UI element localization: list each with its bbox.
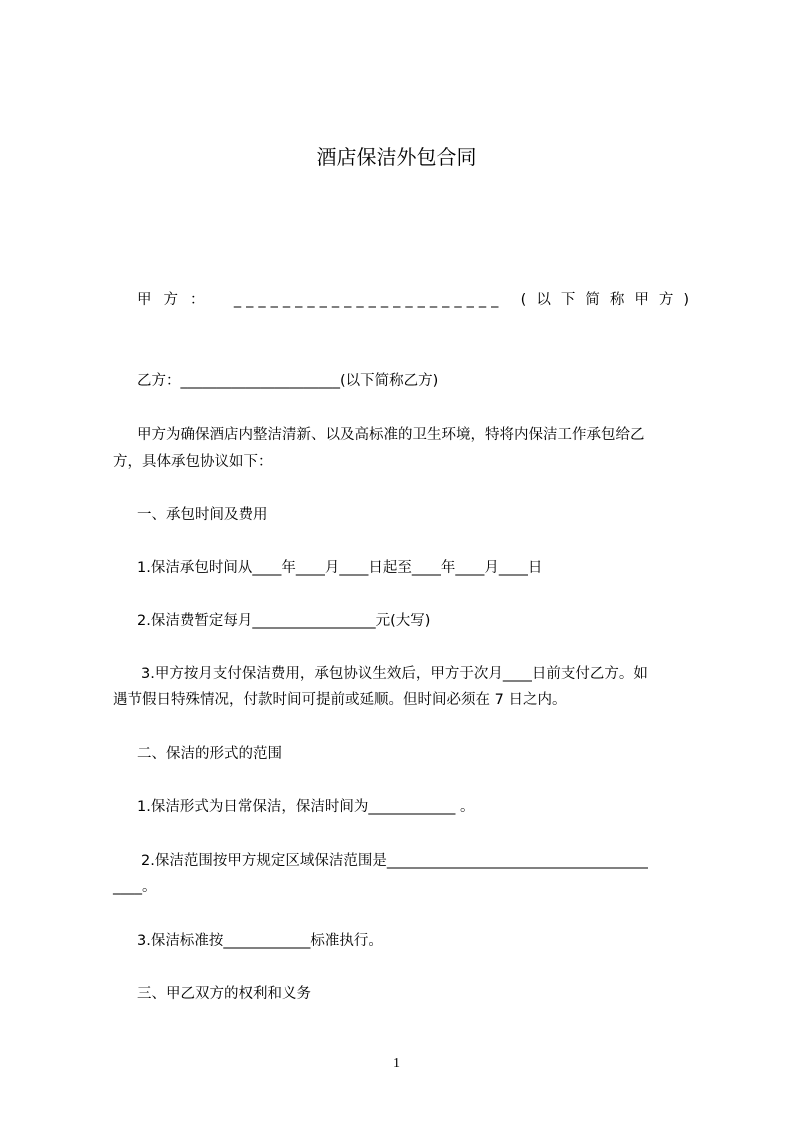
party-a-blank: ______________________ <box>233 292 504 308</box>
section-2-heading: 二、保洁的形式的范围 <box>137 746 282 762</box>
party-a-label: 甲方： <box>137 292 217 308</box>
item-2-2-line-1: 2.保洁范围按甲方规定区域保洁范围是____________________________________ <box>141 853 648 869</box>
item-1-3-line-2: 遇节假日特殊情况，付款时间可提前或延顺。但时间必须在 7 日之内。 <box>113 692 567 708</box>
section-3-heading: 三、甲乙双方的权利和义务 <box>137 986 311 1002</box>
party-a-line <box>137 290 699 310</box>
item-2-2-line-2: ____。 <box>113 879 157 895</box>
item-1-3-line-1: 3.甲方按月支付保洁费用，承包协议生效后，甲方于次月____日前支付乙方。如 <box>141 666 648 682</box>
page-number: 1 <box>393 1056 400 1071</box>
party-b-line: 乙方：______________________(以下简称乙方) <box>137 373 439 389</box>
item-2-3: 3.保洁标准按____________标准执行。 <box>137 933 383 949</box>
item-2-1: 1.保洁形式为日常保洁，保洁时间为____________ 。 <box>137 799 475 815</box>
intro-line-2: 方，具体承包协议如下： <box>113 454 273 470</box>
item-1-2: 2.保洁费暂定每月_________________元(大写) <box>137 613 431 629</box>
intro-line-1: 甲方为确保酒店内整洁清新、以及高标准的卫生环境，特将内保洁工作承包给乙 <box>137 427 645 443</box>
item-1-1: 1.保洁承包时间从____年____月____日起至____年____月____日 <box>137 560 543 576</box>
document-title: 酒店保洁外包合同 <box>316 145 477 169</box>
section-1-heading: 一、承包时间及费用 <box>137 507 268 523</box>
party-a-note: (以下简称甲方) <box>520 292 699 308</box>
